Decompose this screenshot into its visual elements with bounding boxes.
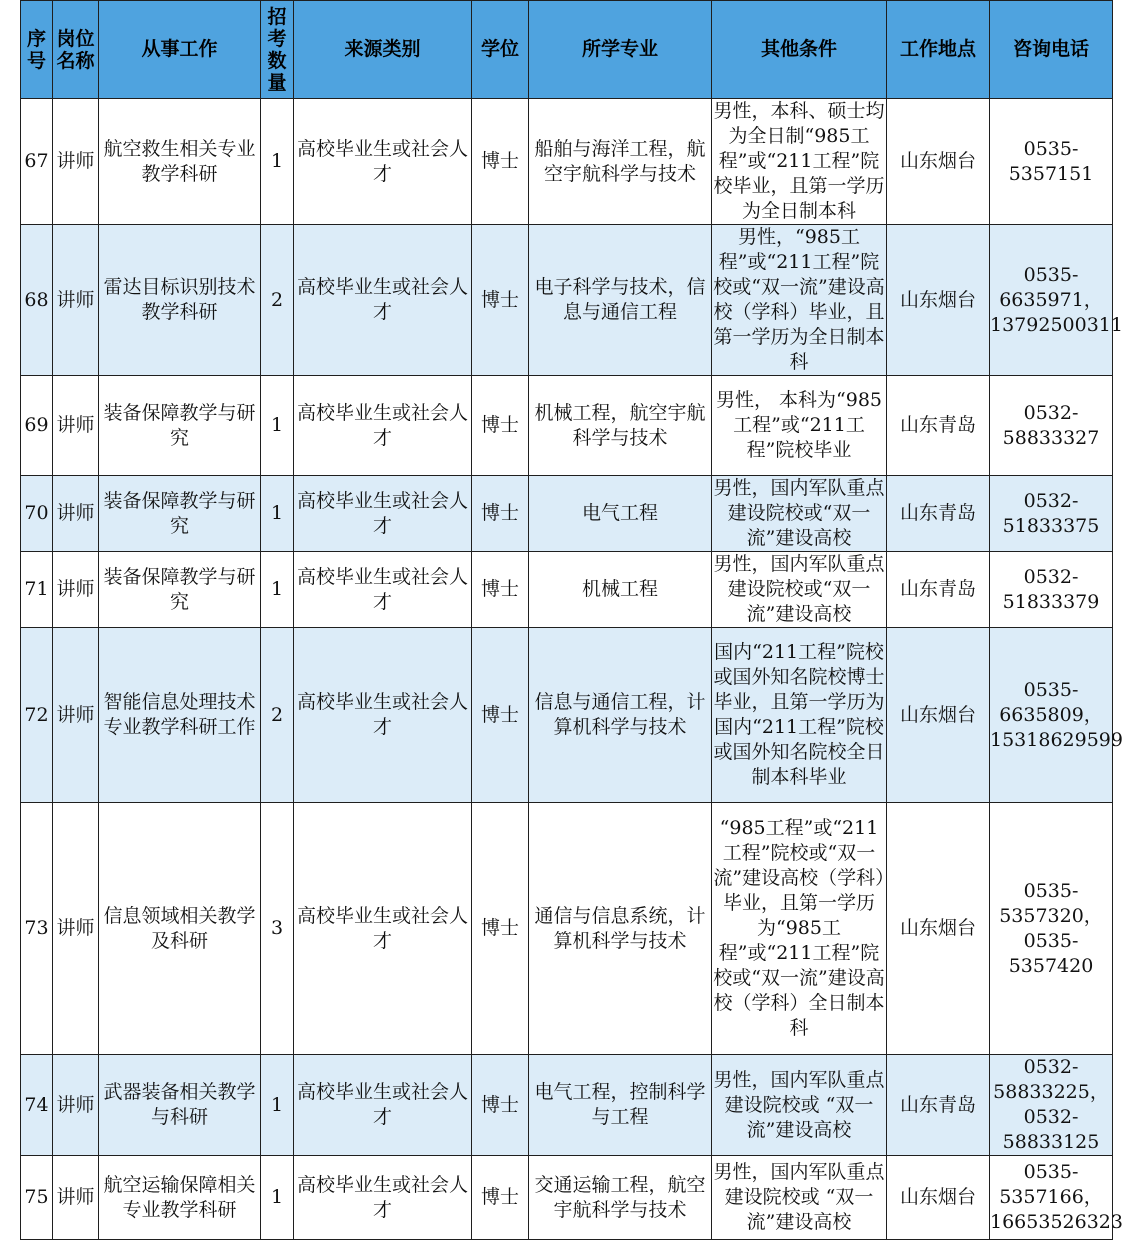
cell-work: 武器装备相关教学与科研	[99, 1055, 261, 1156]
cell-other: “985工程”或“211工程”院校或“双一流”建设高校（学科）毕业，且第一学历为“985工程”或“211工程”院校或“双一流”建设高校（学科）全日制本科	[712, 803, 887, 1055]
cell-count: 1	[261, 1055, 294, 1156]
header-post: 岗位名称	[53, 1, 99, 99]
cell-degree: 博士	[472, 803, 529, 1055]
cell-degree: 博士	[472, 628, 529, 803]
cell-location: 山东青岛	[887, 376, 990, 476]
cell-work: 智能信息处理技术专业教学科研工作	[99, 628, 261, 803]
table-row	[21, 628, 1113, 803]
cell-phone: 0535-6635971，13792500311	[990, 225, 1113, 376]
cell-source: 高校毕业生或社会人才	[294, 99, 472, 225]
cell-post: 讲师	[53, 552, 99, 628]
cell-seq: 75	[21, 1156, 53, 1240]
cell-other: 男性，国内军队重点建设院校或 “双一流”建设高校	[712, 1055, 887, 1156]
cell-other: 男性，国内军队重点建设院校或 “双一流”建设高校	[712, 1156, 887, 1240]
cell-source: 高校毕业生或社会人才	[294, 376, 472, 476]
cell-major: 电气工程，控制科学与工程	[529, 1055, 712, 1156]
table-row	[21, 376, 1113, 476]
cell-source: 高校毕业生或社会人才	[294, 476, 472, 552]
cell-phone: 0535-5357320，0535-5357420	[990, 803, 1113, 1055]
cell-source: 高校毕业生或社会人才	[294, 803, 472, 1055]
cell-source: 高校毕业生或社会人才	[294, 1156, 472, 1240]
cell-seq: 74	[21, 1055, 53, 1156]
cell-other: 男性， 本科为“985工程”或“211工程”院校毕业	[712, 376, 887, 476]
table-row	[21, 1055, 1113, 1156]
cell-work: 雷达目标识别技术教学科研	[99, 225, 261, 376]
cell-other: 男性，本科、硕士均为全日制“985工程”或“211工程”院校毕业，且第一学历为全日制本科	[712, 99, 887, 225]
cell-seq: 71	[21, 552, 53, 628]
cell-other: 国内“211工程”院校或国外知名院校博士毕业，且第一学历为国内“211工程”院校或国外知名院校全日制本科毕业	[712, 628, 887, 803]
cell-phone: 0532-58833225，0532-58833125	[990, 1055, 1113, 1156]
cell-location: 山东烟台	[887, 225, 990, 376]
header-location: 工作地点	[887, 1, 990, 99]
cell-location: 山东烟台	[887, 628, 990, 803]
table-row	[21, 99, 1113, 225]
header-degree: 学位	[472, 1, 529, 99]
cell-degree: 博士	[472, 99, 529, 225]
cell-major: 电气工程	[529, 476, 712, 552]
cell-post: 讲师	[53, 476, 99, 552]
cell-work: 信息领域相关教学及科研	[99, 803, 261, 1055]
cell-location: 山东烟台	[887, 1156, 990, 1240]
header-major: 所学专业	[529, 1, 712, 99]
cell-major: 交通运输工程，航空宇航科学与技术	[529, 1156, 712, 1240]
cell-seq: 72	[21, 628, 53, 803]
cell-source: 高校毕业生或社会人才	[294, 552, 472, 628]
cell-major: 信息与通信工程，计算机科学与技术	[529, 628, 712, 803]
table-row	[21, 552, 1113, 628]
cell-work: 航空运输保障相关专业教学科研	[99, 1156, 261, 1240]
cell-post: 讲师	[53, 99, 99, 225]
cell-seq: 70	[21, 476, 53, 552]
cell-degree: 博士	[472, 1156, 529, 1240]
recruitment-table	[20, 0, 1123, 1240]
table-row	[21, 225, 1113, 376]
cell-major: 机械工程，航空宇航科学与技术	[529, 376, 712, 476]
cell-other: 男性，“985工程”或“211工程”院校或“双一流”建设高校（学科）毕业，且第一学历为全日制本科	[712, 225, 887, 376]
cell-count: 1	[261, 99, 294, 225]
cell-degree: 博士	[472, 1055, 529, 1156]
header-count: 招考数量	[261, 1, 294, 99]
cell-post: 讲师	[53, 628, 99, 803]
header-source: 来源类别	[294, 1, 472, 99]
table-row	[21, 803, 1113, 1055]
cell-work: 装备保障教学与研究	[99, 476, 261, 552]
cell-degree: 博士	[472, 376, 529, 476]
cell-count: 1	[261, 1156, 294, 1240]
cell-post: 讲师	[53, 1156, 99, 1240]
cell-seq: 68	[21, 225, 53, 376]
cell-major: 电子科学与技术，信息与通信工程	[529, 225, 712, 376]
cell-phone: 0535-5357166，16653526323	[990, 1156, 1113, 1240]
cell-location: 山东烟台	[887, 99, 990, 225]
cell-location: 山东青岛	[887, 476, 990, 552]
cell-count: 1	[261, 376, 294, 476]
header-seq: 序号	[21, 1, 53, 99]
cell-post: 讲师	[53, 225, 99, 376]
cell-count: 2	[261, 225, 294, 376]
cell-other: 男性，国内军队重点建设院校或“双一流”建设高校	[712, 476, 887, 552]
cell-count: 1	[261, 552, 294, 628]
cell-work: 航空救生相关专业教学科研	[99, 99, 261, 225]
cell-post: 讲师	[53, 1055, 99, 1156]
cell-degree: 博士	[472, 552, 529, 628]
cell-phone: 0535-5357151	[990, 99, 1113, 225]
table-header-row	[21, 1, 1113, 99]
table-row	[21, 476, 1113, 552]
cell-major: 机械工程	[529, 552, 712, 628]
cell-count: 1	[261, 476, 294, 552]
header-other: 其他条件	[712, 1, 887, 99]
cell-seq: 67	[21, 99, 53, 225]
table-row	[21, 1156, 1113, 1240]
cell-location: 山东青岛	[887, 1055, 990, 1156]
cell-phone: 0532-51833375	[990, 476, 1113, 552]
cell-work: 装备保障教学与研究	[99, 552, 261, 628]
cell-degree: 博士	[472, 476, 529, 552]
cell-post: 讲师	[53, 376, 99, 476]
cell-degree: 博士	[472, 225, 529, 376]
cell-other: 男性，国内军队重点建设院校或“双一流”建设高校	[712, 552, 887, 628]
cell-source: 高校毕业生或社会人才	[294, 628, 472, 803]
cell-phone: 0535-6635809，15318629599	[990, 628, 1113, 803]
cell-seq: 69	[21, 376, 53, 476]
cell-major: 船舶与海洋工程，航空宇航科学与技术	[529, 99, 712, 225]
cell-count: 3	[261, 803, 294, 1055]
cell-seq: 73	[21, 803, 53, 1055]
cell-count: 2	[261, 628, 294, 803]
cell-source: 高校毕业生或社会人才	[294, 1055, 472, 1156]
cell-work: 装备保障教学与研究	[99, 376, 261, 476]
cell-major: 通信与信息系统，计算机科学与技术	[529, 803, 712, 1055]
cell-phone: 0532-51833379	[990, 552, 1113, 628]
header-phone: 咨询电话	[990, 1, 1113, 99]
cell-location: 山东烟台	[887, 803, 990, 1055]
cell-source: 高校毕业生或社会人才	[294, 225, 472, 376]
cell-location: 山东青岛	[887, 552, 990, 628]
header-work: 从事工作	[99, 1, 261, 99]
cell-phone: 0532-58833327	[990, 376, 1113, 476]
cell-post: 讲师	[53, 803, 99, 1055]
